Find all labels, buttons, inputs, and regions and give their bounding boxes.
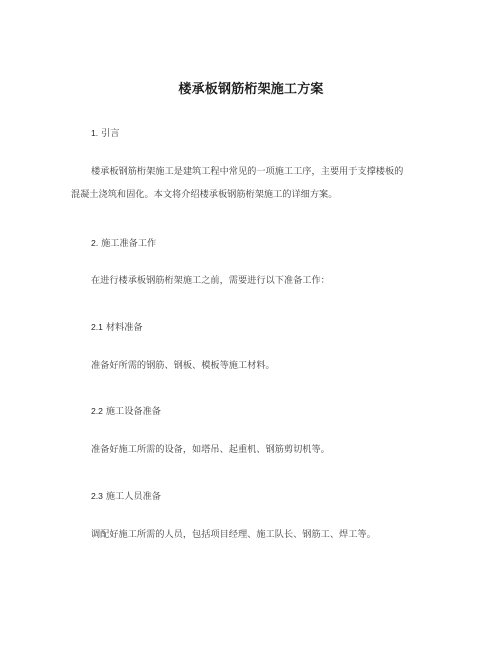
paragraph-intro-line-2: 混凝土浇筑和固化。本文将介绍楼承板钢筋桁架施工的详细方案。 <box>71 189 338 200</box>
section-label: 施工人员准备 <box>105 491 161 502</box>
paragraph-personnel: 调配好施工所需的人员，包括项目经理、施工队长、钢筋工、焊工等。 <box>91 529 376 540</box>
section-number: 2.2 <box>91 406 103 416</box>
section-label: 引言 <box>101 128 120 139</box>
section-heading-1 <box>91 126 119 141</box>
document-title: 楼承板钢筋桁架施工方案 <box>178 82 324 97</box>
section-heading-2-2 <box>91 404 161 419</box>
paragraph-prep: 在进行楼承板钢筋桁架施工之前，需要进行以下准备工作： <box>91 275 330 286</box>
section-label: 施工设备准备 <box>105 406 161 417</box>
section-number: 2.1 <box>91 322 103 332</box>
section-heading-2 <box>91 236 156 251</box>
paragraph-materials: 准备好所需的钢筋、钢板、模板等施工材料。 <box>91 360 275 371</box>
paragraph-equipment: 准备好施工所需的设备，如塔吊、起重机、钢筋剪切机等。 <box>91 444 330 455</box>
section-heading-2-3 <box>91 489 161 504</box>
section-label: 施工准备工作 <box>101 238 157 249</box>
paragraph-intro-line-1: 楼承板钢筋桁架施工是建筑工程中常见的一项施工工序，主要用于支撑楼板的 <box>91 166 404 177</box>
section-heading-2-1 <box>91 320 143 335</box>
section-number: 2. <box>91 238 99 248</box>
section-number: 1. <box>91 128 99 138</box>
section-label: 材料准备 <box>105 322 143 333</box>
section-number: 2.3 <box>91 491 103 501</box>
